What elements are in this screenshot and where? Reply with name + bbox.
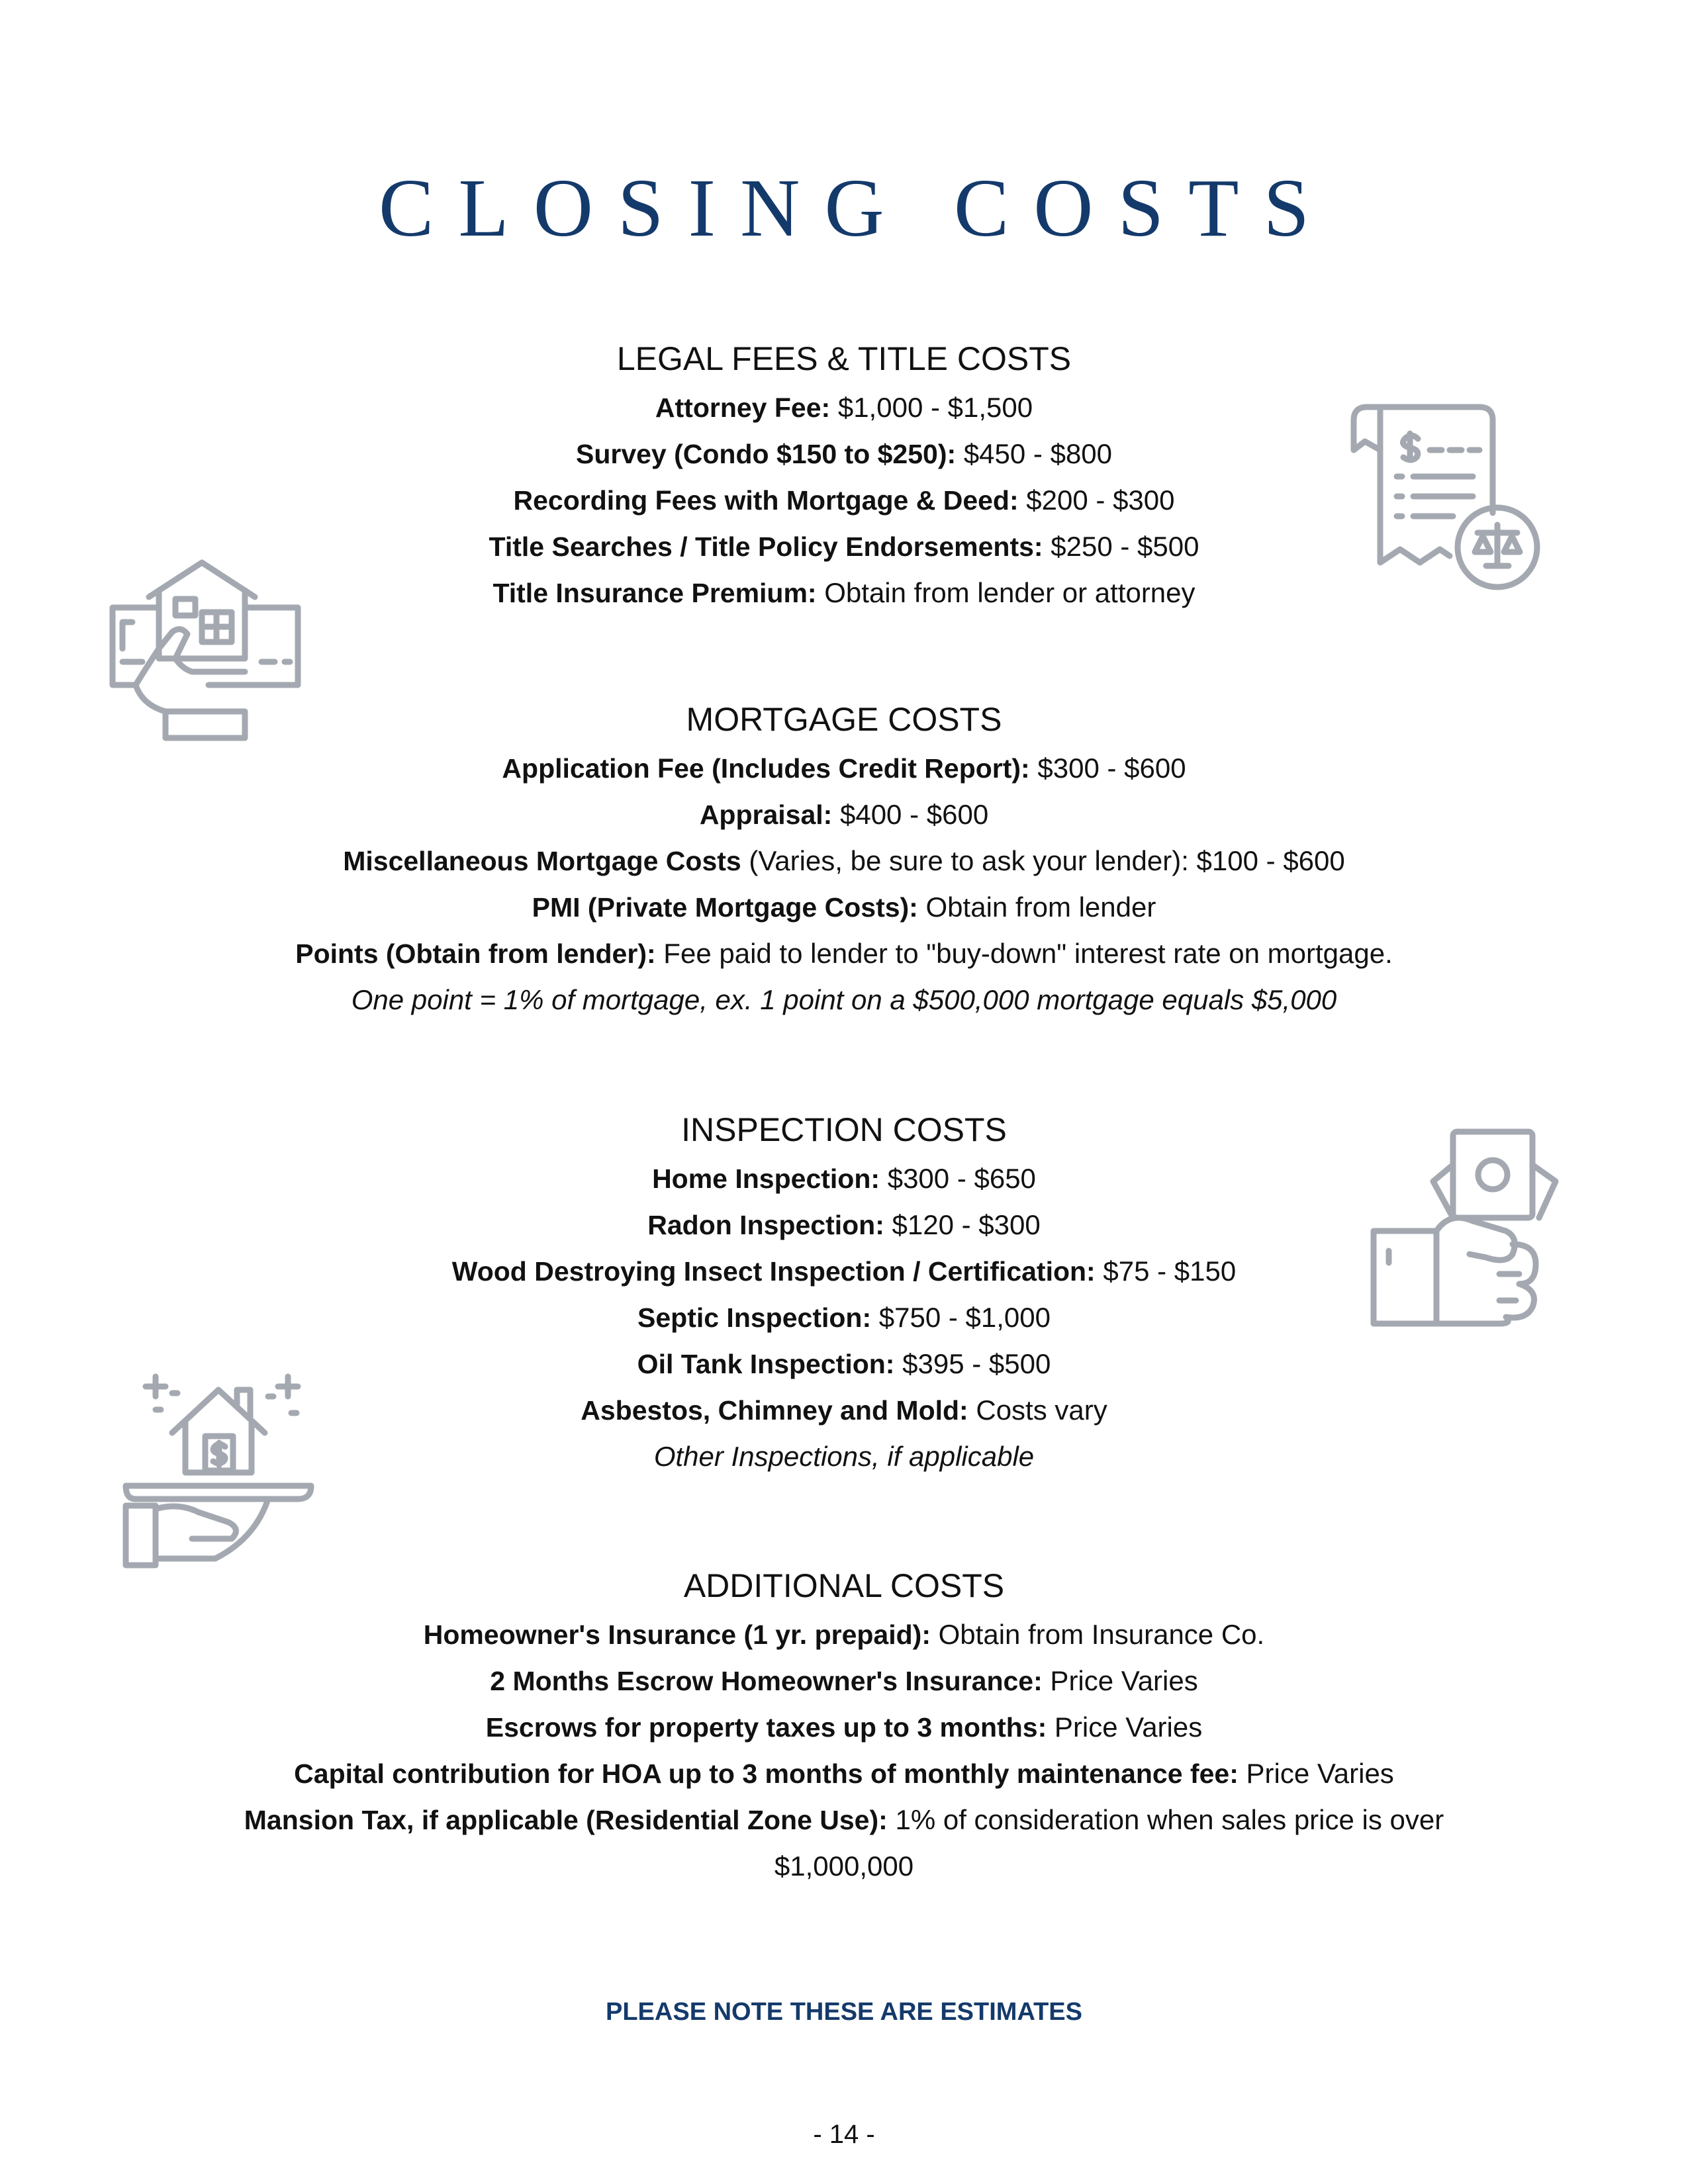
hand-house-icon	[119, 1370, 324, 1569]
section-heading: INSPECTION COSTS	[681, 1111, 1007, 1148]
cost-item	[182, 1704, 1506, 1751]
house-check-icon	[109, 556, 305, 748]
cost-value: $750 - $1,000	[871, 1302, 1051, 1333]
cost-label: Mansion Tax, if applicable (Residential Zone Use):	[244, 1805, 888, 1835]
cost-label: Recording Fees with Mortgage & Deed:	[513, 485, 1019, 516]
cost-value: $120 - $300	[884, 1209, 1041, 1240]
cost-item	[182, 1248, 1506, 1295]
cost-value: Obtain from lender or attorney	[816, 577, 1196, 608]
cost-item	[182, 523, 1506, 570]
cost-label: Escrows for property taxes up to 3 months:	[485, 1712, 1047, 1743]
cost-label: Capital contribution for HOA up to 3 months of monthly maintenance fee:	[294, 1758, 1239, 1789]
hand-money-icon	[1370, 1125, 1569, 1330]
cost-value: Price Varies	[1047, 1711, 1203, 1743]
cost-value: $250 - $500	[1043, 531, 1199, 562]
cost-value: $450 - $800	[956, 438, 1113, 469]
cost-label: Oil Tank Inspection:	[637, 1349, 895, 1379]
section-mortgage-costs	[182, 694, 1506, 1023]
cost-item	[182, 1658, 1506, 1704]
cost-label: Homeowner's Insurance (1 yr. prepaid):	[423, 1619, 931, 1650]
cost-label: Home Inspection:	[652, 1163, 880, 1194]
section-legal-fees	[182, 333, 1506, 616]
cost-item	[182, 931, 1506, 977]
cost-value: Obtain from Insurance Co.	[930, 1619, 1265, 1650]
cost-value: $200 - $300	[1018, 484, 1175, 516]
cost-label: PMI (Private Mortgage Costs):	[532, 892, 918, 923]
cost-item	[182, 570, 1506, 616]
cost-item	[182, 745, 1506, 792]
cost-label: 2 Months Escrow Homeowner's Insurance:	[490, 1666, 1043, 1696]
cost-label: Appraisal:	[699, 799, 833, 830]
cost-value: (Varies, be sure to ask your lender): $100 - $600	[741, 845, 1345, 876]
cost-value: $395 - $500	[894, 1348, 1051, 1379]
estimates-note: PLEASE NOTE THESE ARE ESTIMATES	[606, 1998, 1082, 2026]
cost-value: 1% of consideration when sales price is over $1,000,000	[774, 1804, 1444, 1882]
section-heading: LEGAL FEES & TITLE COSTS	[616, 340, 1072, 377]
cost-item	[182, 838, 1506, 884]
cost-item	[182, 477, 1506, 523]
section-inspection-costs	[182, 1104, 1506, 1480]
cost-value: Obtain from lender	[917, 891, 1156, 923]
cost-item	[182, 431, 1506, 477]
cost-label: Title Searches / Title Policy Endorsements:	[489, 531, 1043, 562]
cost-label: Miscellaneous Mortgage Costs	[343, 846, 741, 876]
cost-value: $75 - $150	[1095, 1255, 1237, 1287]
cost-label: Title Insurance Premium:	[492, 578, 817, 608]
cost-value: $300 - $600	[1029, 752, 1186, 784]
cost-item	[182, 1341, 1506, 1387]
cost-label: Survey (Condo $150 to $250):	[575, 439, 957, 469]
cost-label: Radon Inspection:	[647, 1210, 884, 1240]
cost-value: $300 - $650	[880, 1163, 1036, 1194]
cost-value: $1,000 - $1,500	[830, 392, 1033, 423]
cost-item	[182, 1751, 1506, 1797]
page-title: CLOSING COSTS	[379, 163, 1334, 254]
cost-item	[182, 792, 1506, 838]
cost-item	[182, 385, 1506, 431]
cost-value: Price Varies	[1238, 1758, 1394, 1789]
cost-value: Price Varies	[1042, 1665, 1198, 1696]
cost-label: Wood Destroying Insect Inspection / Certification:	[451, 1256, 1096, 1287]
cost-label: Attorney Fee:	[655, 392, 831, 423]
cost-item	[182, 884, 1506, 931]
cost-item	[182, 1295, 1506, 1341]
cost-value: Costs vary	[968, 1394, 1107, 1426]
cost-item	[182, 1612, 1506, 1658]
cost-item	[182, 1156, 1506, 1202]
cost-item	[182, 1387, 1506, 1433]
page-number: - 14 -	[813, 2120, 875, 2149]
cost-item	[182, 1202, 1506, 1248]
cost-label: Asbestos, Chimney and Mold:	[581, 1395, 968, 1426]
cost-label: Points (Obtain from lender):	[295, 938, 656, 969]
receipt-scales-icon	[1350, 400, 1542, 599]
cost-label: Septic Inspection:	[637, 1302, 872, 1333]
cost-item	[228, 1797, 1460, 1889]
section-heading: MORTGAGE COSTS	[686, 701, 1002, 738]
cost-value: $400 - $600	[832, 799, 989, 830]
cost-value: Fee paid to lender to "buy-down" interest rate on mortgage.	[655, 938, 1393, 969]
section-note: One point = 1% of mortgage, ex. 1 point on a $500,000 mortgage equals $5,000	[351, 984, 1337, 1015]
cost-label: Application Fee (Includes Credit Report):	[502, 753, 1030, 784]
section-additional-costs	[182, 1560, 1506, 1889]
section-note: Other Inspections, if applicable	[653, 1441, 1035, 1472]
section-heading: ADDITIONAL COSTS	[683, 1567, 1005, 1604]
